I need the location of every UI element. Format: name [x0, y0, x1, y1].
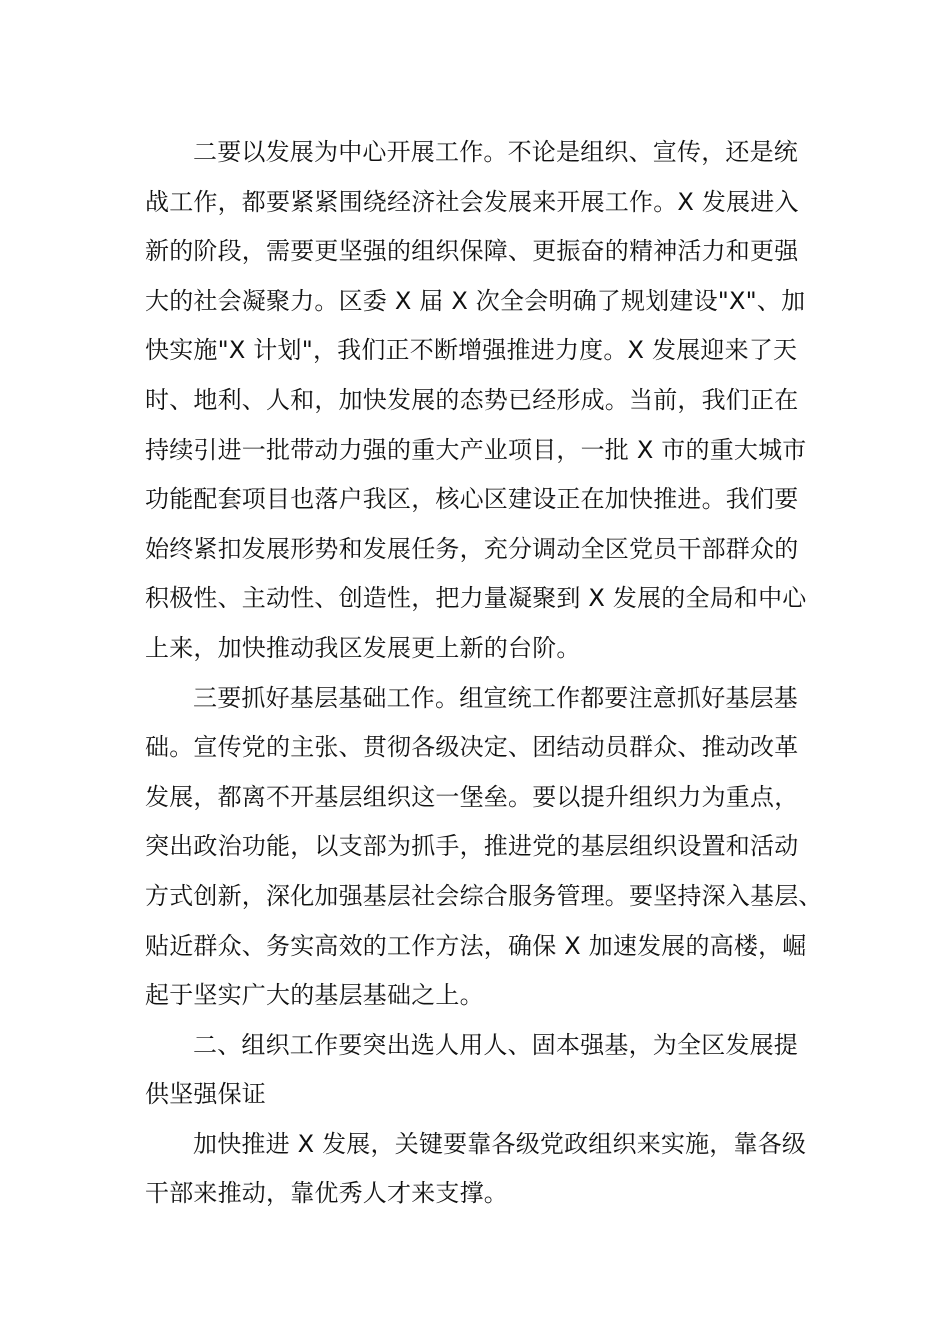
text-line: 持续引进一批带动力强的重大产业项目，一批 X 市的重大城市 [145, 435, 807, 464]
text-line: 二要以发展为中心开展工作。不论是组织、宣传，还是统 [193, 138, 798, 166]
text-line: 三要抓好基层基础工作。组宣统工作都要注意抓好基层基 [193, 683, 798, 712]
text-line: 方式创新，深化加强基层社会综合服务管理。要坚持深入基层、 [145, 881, 823, 910]
section-heading-line: 供坚强保证 [145, 1080, 266, 1109]
text-line: 础。宣传党的主张、贯彻各级决定、团结动员群众、推动改革 [145, 733, 799, 762]
text-line: 贴近群众、务实高效的工作方法，确保 X 加速发展的高楼，崛 [145, 931, 807, 960]
section-heading-line: 二、组织工作要突出选人用人、固本强基，为全区发展提 [193, 1030, 798, 1059]
text-line: 时、地利、人和，加快发展的态势已经形成。当前，我们正在 [145, 385, 799, 414]
text-line: 始终紧扣发展形势和发展任务，充分调动全区党员干部群众的 [145, 534, 799, 563]
text-line: 功能配套项目也落户我区，核心区建设正在加快推进。我们要 [145, 485, 799, 514]
text-line: 战工作，都要紧紧围绕经济社会发展来开展工作。X 发展进入 [145, 187, 799, 216]
text-line: 上来，加快推动我区发展更上新的台阶。 [145, 633, 581, 662]
text-line: 积极性、主动性、创造性，把力量凝聚到 X 发展的全局和中心 [145, 584, 807, 613]
text-line: 新的阶段，需要更坚强的组织保障、更振奋的精神活力和更强 [145, 237, 799, 266]
text-line: 干部来推动，靠优秀人才来支撑。 [145, 1179, 508, 1208]
text-line: 加快推进 X 发展，关键要靠各级党政组织来实施，靠各级 [193, 1129, 807, 1158]
text-line: 突出政治功能，以支部为抓手，推进党的基层组织设置和活动 [145, 832, 799, 861]
text-line: 快实施"X 计划"，我们正不断增强推进力度。X 发展迎来了天 [145, 336, 798, 365]
text-line: 大的社会凝聚力。区委 X 届 X 次全会明确了规划建设"X"、加 [145, 286, 806, 315]
text-line: 发展，都离不开基层组织这一堡垒。要以提升组织力为重点， [145, 782, 799, 811]
document-body [145, 128, 823, 1219]
text-line: 起于坚实广大的基层基础之上。 [145, 981, 484, 1010]
